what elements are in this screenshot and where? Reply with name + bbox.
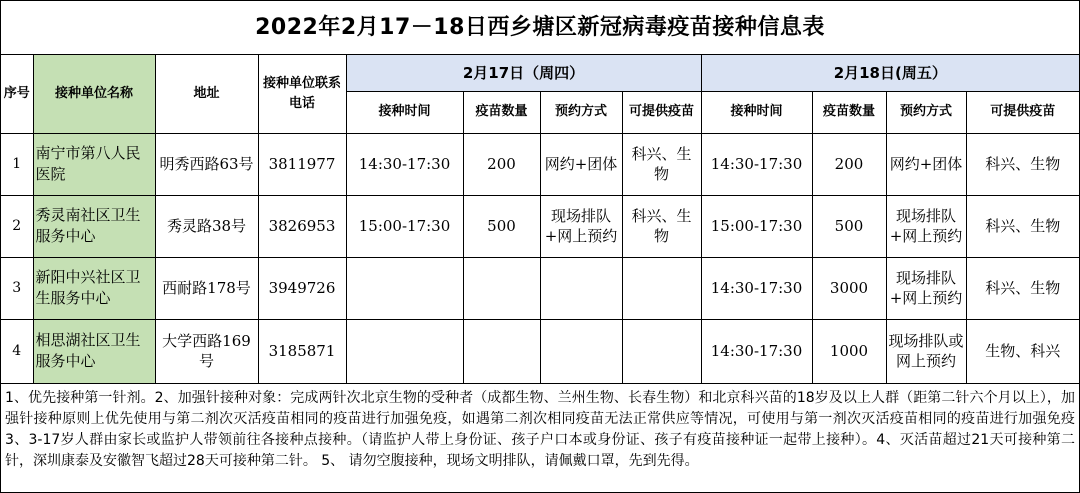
row-d2-time: 14:30-17:30 [701,257,812,319]
row-unit-name: 新阳中兴社区卫生服务中心 [33,257,155,319]
vaccination-table [1,55,1079,384]
table-row [1,133,1079,195]
row-d1-time [346,319,463,383]
row-d2-booking: 网约+团体 [886,133,966,195]
row-d2-vaccine: 科兴、生物 [966,133,1079,195]
row-address: 秀灵路38号 [155,195,258,257]
row-phone: 3811977 [258,133,346,195]
sheet-title: 2022年2月17－18日西乡塘区新冠病毒疫苗接种信息表 [1,1,1079,55]
row-d1-qty: 200 [463,133,540,195]
row-seq: 3 [1,257,33,319]
header-date-feb17: 2月17日（周四） [346,55,701,91]
row-unit-name: 相思湖社区卫生服务中心 [33,319,155,383]
header-d2-booking: 预约方式 [886,91,966,133]
row-d1-booking: 网约+团体 [540,133,622,195]
row-d1-booking [540,257,622,319]
row-d1-time [346,257,463,319]
row-d1-qty [463,257,540,319]
row-d1-vaccine [622,319,701,383]
header-unit-name: 接种单位名称 [33,55,155,133]
row-d2-booking: 现场排队+网上预约 [886,195,966,257]
row-d2-qty: 200 [812,133,886,195]
row-d2-vaccine: 生物、科兴 [966,319,1079,383]
row-d1-vaccine: 科兴、生物 [622,195,701,257]
row-d2-vaccine: 科兴、生物 [966,195,1079,257]
row-d2-time: 14:30-17:30 [701,133,812,195]
row-d1-time: 15:00-17:30 [346,195,463,257]
row-d1-qty [463,319,540,383]
row-unit-name: 南宁市第八人民医院 [33,133,155,195]
row-address: 明秀西路63号 [155,133,258,195]
row-d2-time: 14:30-17:30 [701,319,812,383]
row-d1-time: 14:30-17:30 [346,133,463,195]
row-address: 大学西路169号 [155,319,258,383]
row-address: 西耐路178号 [155,257,258,319]
header-phone: 接种单位联系电话 [258,55,346,133]
table-row [1,195,1079,257]
row-d1-vaccine [622,257,701,319]
row-seq: 2 [1,195,33,257]
header-d1-vaccine: 可提供疫苗 [622,91,701,133]
row-d2-time: 15:00-17:30 [701,195,812,257]
row-d2-qty: 500 [812,195,886,257]
header-address: 地址 [155,55,258,133]
row-d1-booking: 现场排队+网上预约 [540,195,622,257]
row-seq: 1 [1,133,33,195]
row-d1-booking [540,319,622,383]
header-d1-booking: 预约方式 [540,91,622,133]
table-row [1,257,1079,319]
header-d2-time: 接种时间 [701,91,812,133]
header-date-feb18: 2月18日(周五） [701,55,1079,91]
notes-text: 1、优先接种第一针剂。2、加强针接种对象：完成两针次北京生物的受种者（成都生物、兰州生物、长春生物）和北京科兴苗的18岁及以上人群（距第二针六个月以上），加强针接种原则上优先使用与第二剂次灭活疫苗相同的疫苗进行加强免疫，如遇第二剂次相同疫苗无法正常供应等情况，可使用与第一剂次灭活疫苗相同的疫苗进行加强免疫 3、3-17岁人群由家长或监护人带领前往各接种点接种。（请监护人带上身份证、孩子户口本或身份证、孩子有疫苗接种证一起带上接种）。4、灭活苗超过21天可接种第二针，深圳康泰及安徽智飞超过28天可接种第二针。 5、 请勿空腹接种，现场文明排队，请佩戴口罩，先到先得。 [5,390,1075,469]
row-d1-vaccine: 科兴、生物 [622,133,701,195]
row-d2-booking: 现场排队+网上预约 [886,257,966,319]
row-phone: 3949726 [258,257,346,319]
row-d2-vaccine: 科兴、生物 [966,257,1079,319]
row-unit-name: 秀灵南社区卫生服务中心 [33,195,155,257]
row-d2-booking: 现场排队或网上预约 [886,319,966,383]
row-d2-qty: 3000 [812,257,886,319]
row-d1-qty: 500 [463,195,540,257]
row-d2-qty: 1000 [812,319,886,383]
row-phone: 3185871 [258,319,346,383]
header-seq: 序号 [1,55,33,133]
table-row [1,319,1079,383]
row-phone: 3826953 [258,195,346,257]
header-d2-vaccine: 可提供疫苗 [966,91,1079,133]
header-d1-qty: 疫苗数量 [463,91,540,133]
header-d1-time: 接种时间 [346,91,463,133]
header-d2-qty: 疫苗数量 [812,91,886,133]
row-seq: 4 [1,319,33,383]
